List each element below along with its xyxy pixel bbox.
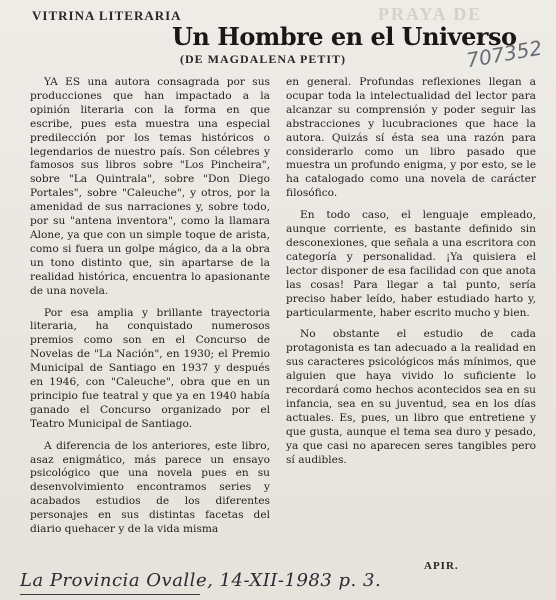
paragraph: En todo caso, el lenguaje empleado, aunque corriente, es bastante definido sin desconexiones, que señala a una escritora con categoría y personalidad. ¡Ya quisiera el lector disponer de esa facilidad con que anota las cosas! Para llegar a tal punto, sería preciso haber leído, haber estudiado harto y, particularmente, haber escrito mucho y bien. bbox=[286, 209, 536, 319]
handwritten-source-note: La Provincia Ovalle, 14-XII-1983 p. 3. bbox=[20, 570, 382, 591]
article-column-left bbox=[30, 76, 270, 545]
article-column-right bbox=[286, 76, 536, 475]
paragraph: No obstante el estudio de cada protagonista es tan adecuado a la realidad en sus caracteres psicológicos más mínimos, que alguien que haya vivido lo suficiente lo recordará como hechos acontecidos sea en su infancia, sea en su juventud, sea en los días actuales. Es, pues, un libro que entretiene y que gusta, aunque el tema sea duro y pesado, ya que casi no aparecen seres tangibles pero sí audibles. bbox=[286, 328, 536, 466]
paragraph: en general. Profundas reflexiones llegan a ocupar toda la intelectualidad del lector para alcanzar su comprensión y poder seguir las abstracciones y lucubraciones que hace la autora. Quizás sí ésta sea una razón para considerarlo como un libro pasado que muestra un profundo enigma, y por esto, se le ha catalogado como una novela de carácter filosófico. bbox=[286, 76, 536, 200]
article-title: Un Hombre en el Universo bbox=[172, 22, 517, 51]
paragraph: YA ES una autora consagrada por sus producciones que han impactado a la opinión literaria con la forma en que escribe, pues esta muestra una especial predilección por los temas históricos o legendarios de nuestro país. Son célebres y famosos sus libros sobre "Los Pincheira", sobre "La Quintrala", sobre "Don Diego Portales", sobre "Caleuche", y otros, por la amenidad de sus narraciones y, sobre todo, por su "antena inventora", como la llamara Alone, ya que con un simple toque de arista, como si fuera un golpe mágico, da a la obra un tono distinto que, sin apartarse de la realidad histórica, encuentra lo apasionante de una novela. bbox=[30, 76, 270, 297]
paragraph: A diferencia de los anteriores, este libro, asaz enigmático, más parece un ensayo psicológico que una novela pues en su desenvolvimiento encontramos series y acabados estudios de los diferentes personajes en sus distintas facetas del diario quehacer y de la vida misma bbox=[30, 439, 270, 536]
section-label: VITRINA LITERARIA bbox=[32, 8, 182, 23]
author-signature: APIR. bbox=[424, 560, 459, 572]
paragraph: Por esa amplia y brillante trayectoria literaria, ha conquistado numerosos premios como son en el Concurso de Novelas de "La Nación", en 1930; el Premio Municipal de Santiago en 1937 y después en 1946, con "Caleuche", obra que en un principio fue teatral y que ya en 1940 había ganado el Concurso organizado por el Teatro Municipal de Santiago. bbox=[30, 306, 270, 430]
bleed-through-text: PRAYA DE bbox=[378, 4, 483, 24]
article-byline: (DE MAGDALENA PETIT) bbox=[180, 52, 347, 66]
handwriting-underline bbox=[20, 594, 200, 595]
handwritten-archive-code: 707352 bbox=[464, 35, 544, 73]
